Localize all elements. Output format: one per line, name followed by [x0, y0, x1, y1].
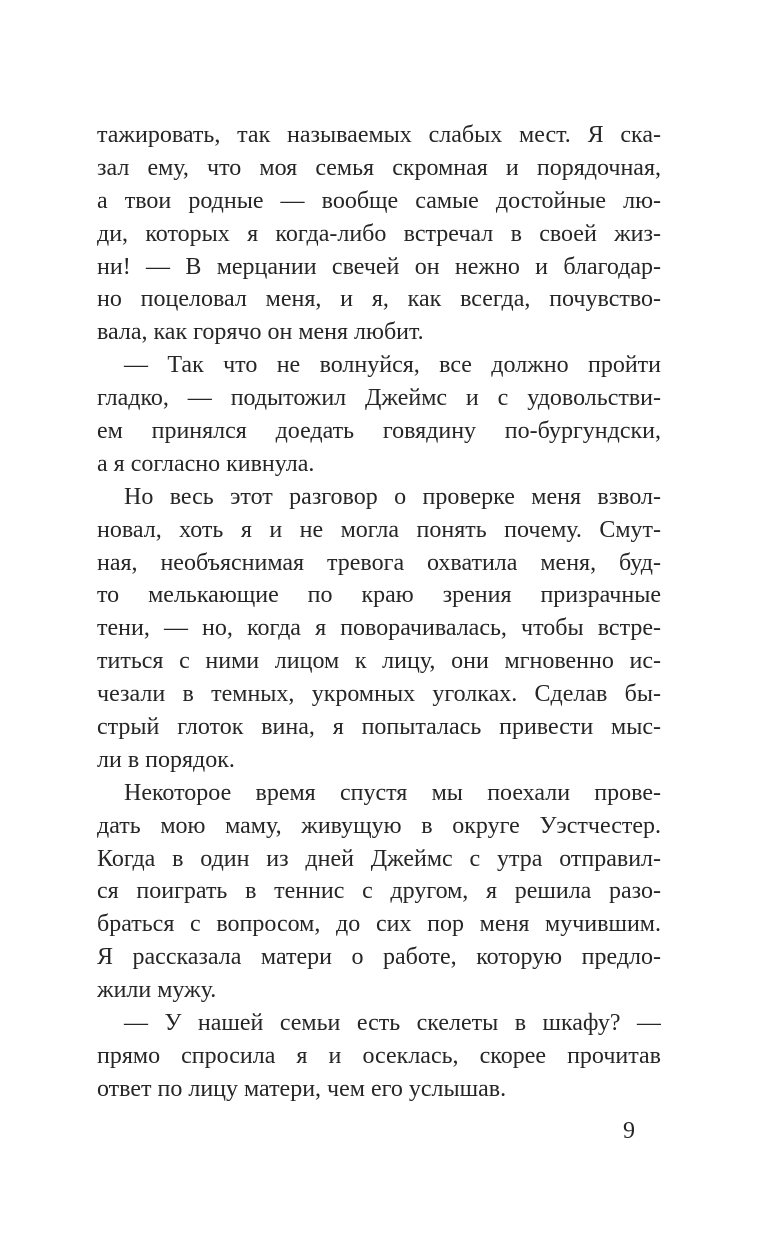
paragraph — [97, 349, 661, 481]
text-line: ди, которых я когда-либо встречал в своей жиз- — [97, 220, 661, 247]
text-line: ся поиграть в теннис с другом, я решила разо- — [97, 878, 661, 905]
text-line: а твои родные — вообще самые достойные лю- — [97, 187, 661, 214]
text-line: стрый глоток вина, я попыталась привести мыс- — [97, 714, 661, 741]
text-line: Когда в один из дней Джеймс с утра отправил- — [97, 845, 661, 872]
paragraph — [97, 777, 661, 1007]
text-line: а я согласно кивнула. — [97, 450, 315, 477]
text-block — [97, 119, 661, 1106]
text-line: браться с вопросом, до сих пор меня мучившим. — [97, 911, 661, 938]
text-line: дать мою маму, живущую в округе Уэстчестер. — [97, 812, 661, 839]
text-line: Но весь этот разговор о проверке меня взвол- — [124, 483, 661, 510]
text-line: тени, — но, когда я поворачивалась, чтобы встре- — [97, 615, 661, 642]
paragraph — [97, 481, 661, 777]
text-line: тажировать, так называемых слабых мест. Я ска- — [97, 122, 661, 148]
page-number: 9 — [623, 1118, 635, 1144]
text-line: ем принялся доедать говядину по-бургундски, — [97, 418, 661, 445]
text-line: вала, как горячо он меня любит. — [97, 319, 424, 346]
text-line: титься с ними лицом к лицу, они мгновенно ис- — [97, 648, 661, 675]
text-line: чезали в темных, укромных уголках. Сделав бы- — [97, 681, 661, 708]
text-line: ни! — В мерцании свечей он нежно и благодар- — [97, 253, 661, 280]
text-line: жили мужу. — [97, 977, 217, 1004]
text-line: прямо спросила я и осеклась, скорее прочитав — [97, 1042, 661, 1069]
text-line: Я рассказала матери о работе, которую предло- — [97, 944, 661, 971]
text-line: новал, хоть я и не могла понять почему. Смут- — [97, 516, 661, 543]
text-line: — Так что не волнуйся, все должно пройти — [124, 352, 661, 379]
text-line: но поцеловал меня, и я, как всегда, почувство- — [97, 286, 661, 313]
text-line: гладко, — подытожил Джеймс и с удовольстви- — [97, 385, 661, 412]
text-line: — У нашей семьи есть скелеты в шкафу? — — [124, 1010, 661, 1037]
paragraph — [97, 1007, 661, 1106]
text-line: ная, необъяснимая тревога охватила меня, буд- — [97, 549, 661, 576]
text-line: ответ по лицу матери, чем его услышав. — [97, 1075, 507, 1102]
text-line: Некоторое время спустя мы поехали прове- — [124, 779, 661, 806]
text-line: ли в порядок. — [97, 746, 235, 773]
text-line: то мелькающие по краю зрения призрачные — [97, 582, 661, 609]
text-line: зал ему, что моя семья скромная и порядочная, — [97, 154, 661, 181]
paragraph — [97, 119, 661, 349]
